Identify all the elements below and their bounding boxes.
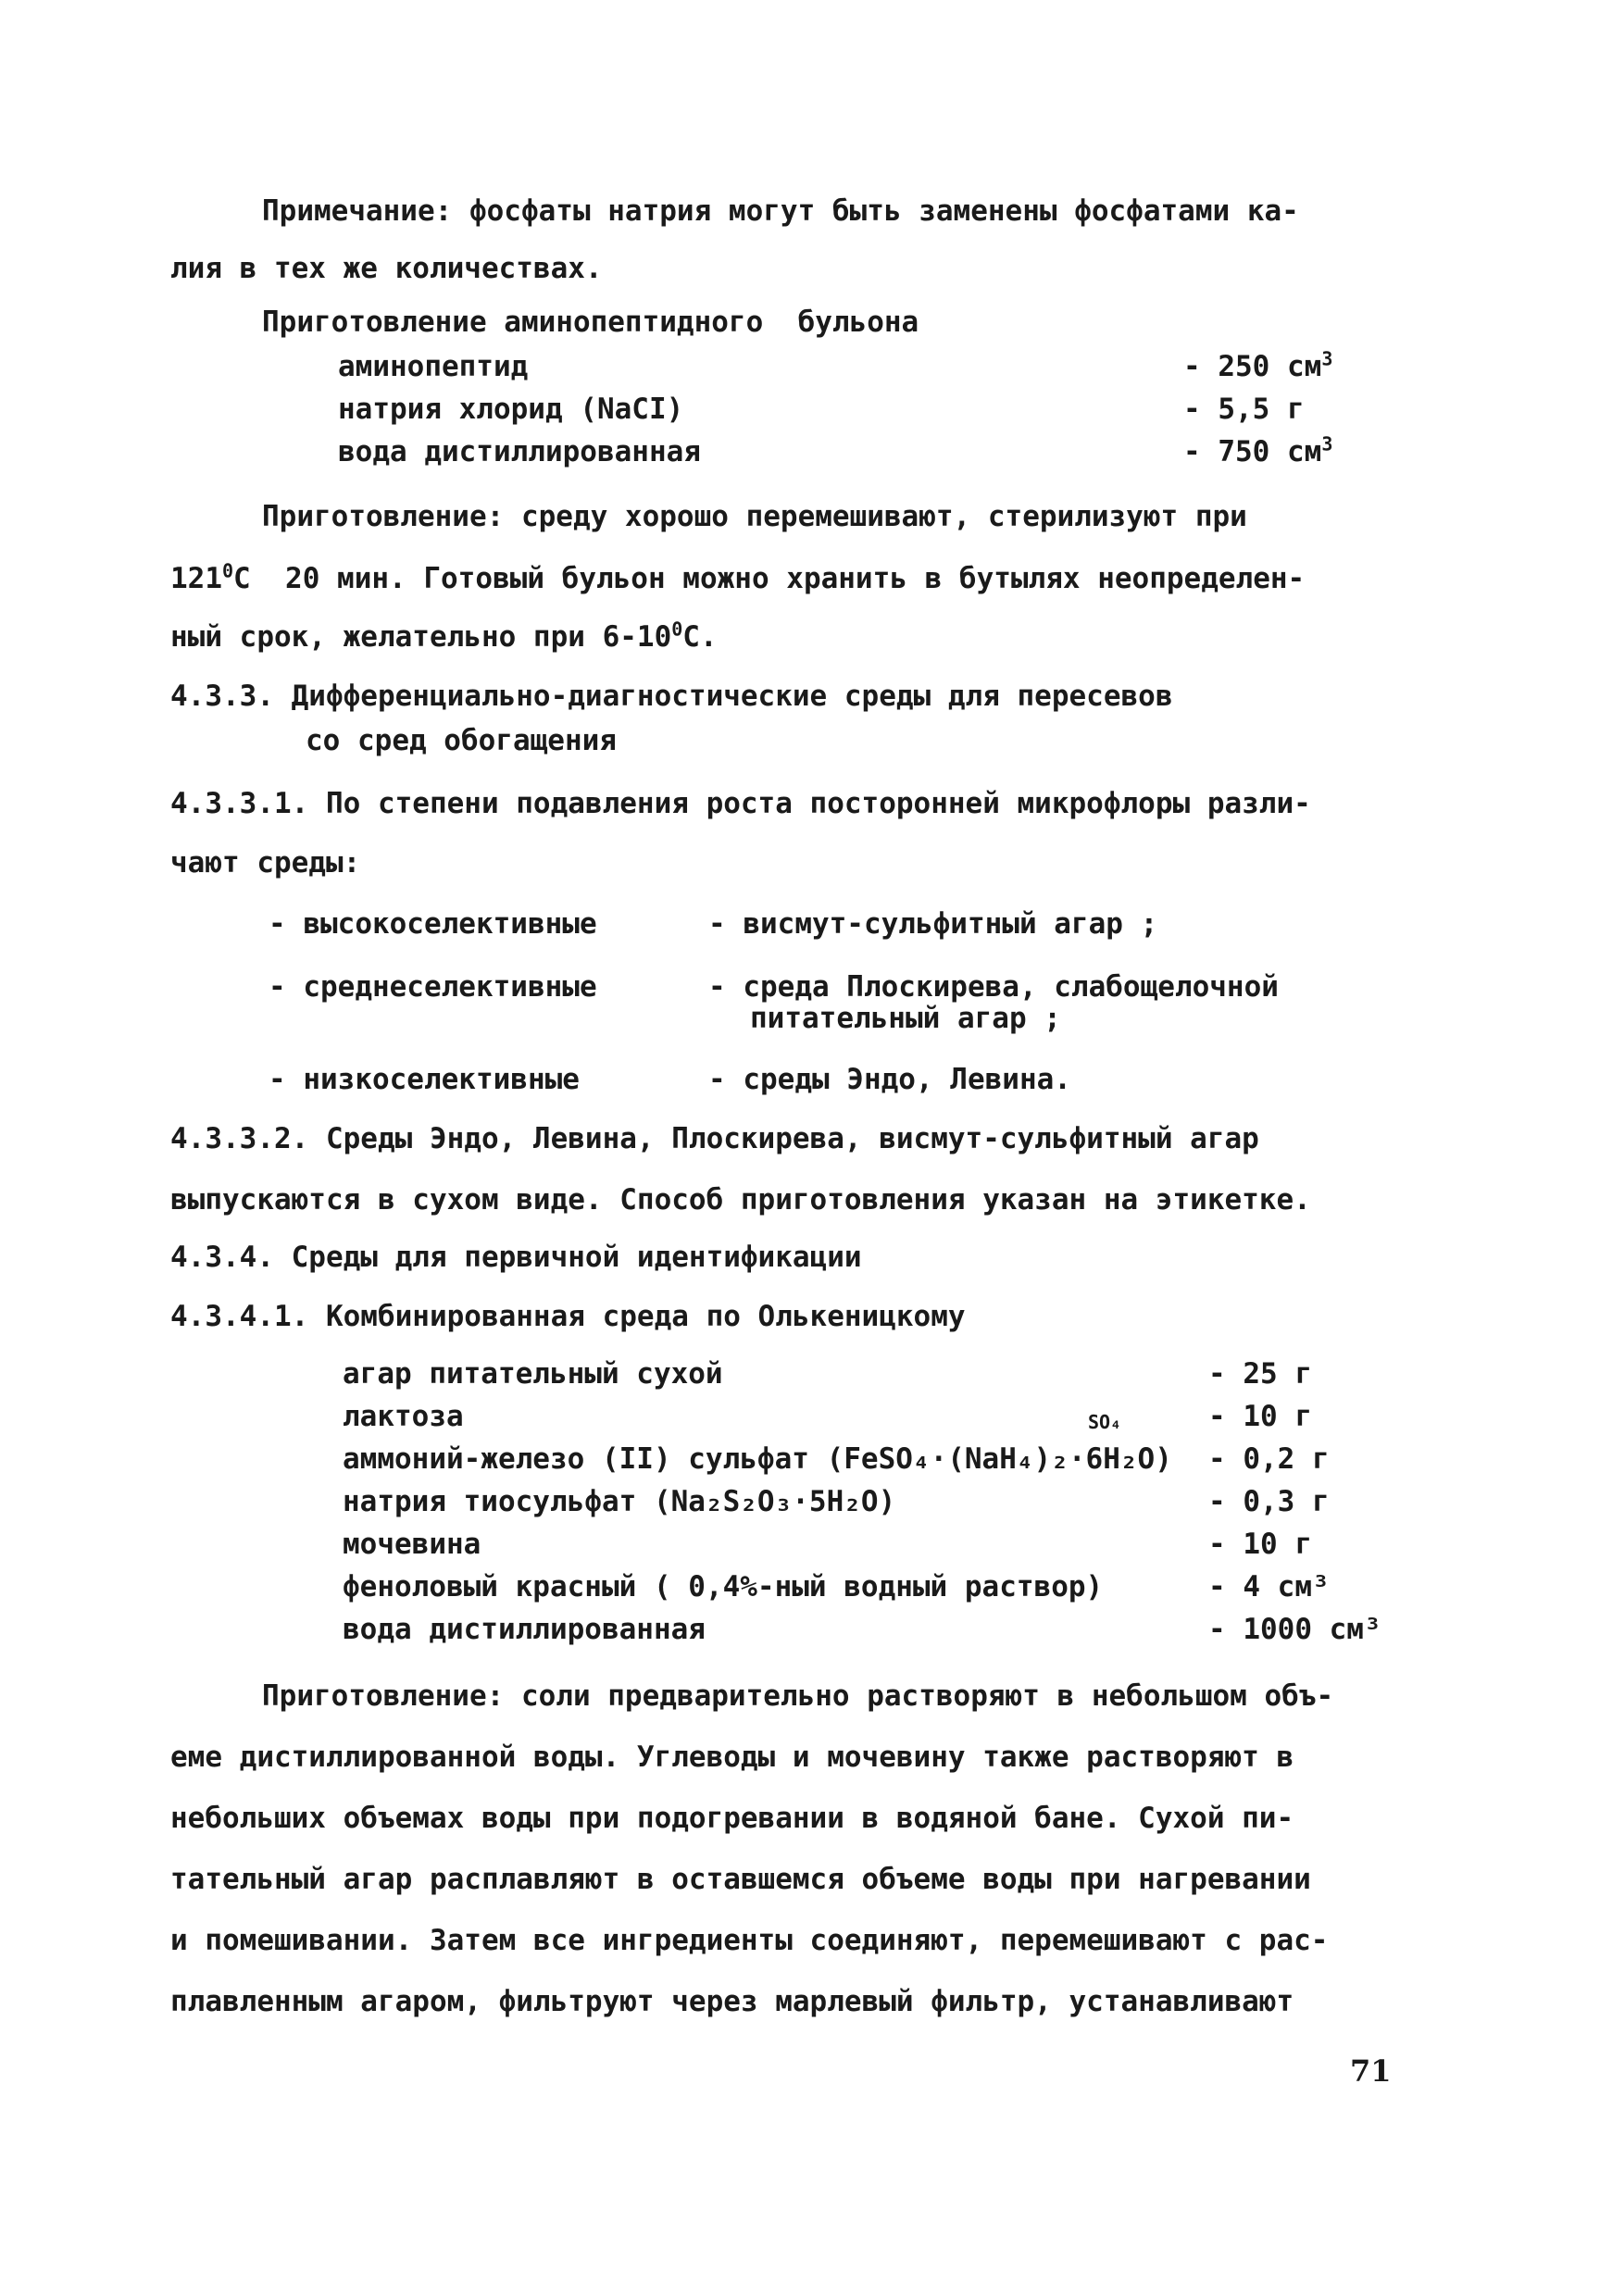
broth-ingredient-name: вода дистиллированная [338,435,701,468]
section-4-3-3-2-text-cont: выпускаются в сухом виде. Способ приготовления указан на этикетке. [170,1183,1311,1217]
section-4-3-3-heading: 4.3.3. Дифференциально-диагностические среды для пересевов [170,680,1173,713]
selectivity-desc: - среда Плоскирева, слабощелочной [708,970,1279,1004]
note-line-2: лия в тех же количествах. [170,252,603,285]
olkenitsky-ingredient-name: мочевина [343,1528,481,1561]
selectivity-desc: - висмут-сульфитный агар ; [708,907,1158,941]
broth-prep-line-3: ный срок, желательно при $6-10^0С$. [170,618,718,654]
page-number: 71 [1350,2053,1392,2089]
section-4-3-3-1-text-cont: чают среды: [170,846,361,880]
section-4-3-3-2-text: 4.3.3.2. Среды Эндо, Левина, Плоскирева, висмут-сульфитный агар [170,1122,1259,1155]
olkenitsky-ingredient-name: лактоза [343,1400,464,1433]
broth-ingredient-name: аминопептид [338,350,529,383]
olkenitsky-ingredient-name: феноловый красный ( 0,4%-ный водный раствор) [343,1570,1104,1603]
olkenitsky-ingredient-value: - 10 г [1208,1528,1312,1561]
section-4-3-3-1-text: 4.3.3.1. По степени подавления роста посторонней микрофлоры разли- [170,787,1311,820]
olkenitsky-ingredient-value: - 0,3 г [1208,1485,1330,1518]
olkenitsky-ingredient-value: - 10 г [1208,1400,1312,1433]
broth-heading: Приготовление аминопептидного бульона [262,306,919,339]
broth-ingredient-value: - 5,5 г [1183,393,1305,426]
olkenitsky-ingredient-value: - 4 см³ [1208,1570,1330,1603]
broth-ingredient-value: - 250 $см^3$ [1183,347,1333,383]
section-4-3-3-heading-cont: со сред обогащения [306,724,617,757]
broth-prep-line-1: Приготовление: среду хорошо перемешивают, стерилизуют при [262,500,1247,533]
olkenitsky-ingredient-name: натрия тиосульфат (Na₂S₂O₃·5H₂O) [343,1485,896,1518]
selectivity-desc-cont: питательный агар ; [750,1002,1061,1035]
olkenitsky-ingredient-name: агар питательный сухой [343,1357,723,1391]
selectivity-desc: - среды Эндо, Левина. [708,1063,1071,1096]
olkenitsky-ingredient-name: вода дистиллированная [343,1613,706,1646]
broth-ingredient-value: - 750 $см^3$ [1183,432,1333,468]
selectivity-label: - среднеселективные [269,970,597,1004]
olkenitsky-ingredient-value: - 0,2 г [1208,1442,1330,1476]
olkenitsky-prep-line: плавленным агаром, фильтруют через марлевый фильтр, устанавливают [170,1985,1294,2018]
olkenitsky-prep-line: тательный агар расплавляют в оставшемся объеме воды при нагревании [170,1863,1311,1896]
selectivity-label: - высокоселективные [269,907,597,941]
olkenitsky-prep-line: небольших объемах воды при подогревании в водяной бане. Сухой пи- [170,1802,1294,1835]
section-4-3-4-1-heading: 4.3.4.1. Комбинированная среда по Олькеницкому [170,1300,966,1333]
olkenitsky-prep-line: и помешивании. Затем все ингредиенты соединяют, перемешивают с рас- [170,1924,1329,1957]
olkenitsky-prep-line: еме дистиллированной воды. Углеводы и мочевину также растворяют в [170,1741,1294,1774]
section-4-3-4-heading: 4.3.4. Среды для первичной идентификации [170,1241,862,1274]
olkenitsky-ingredient-value: - 25 г [1208,1357,1312,1391]
note-line-1: Примечание: фосфаты натрия могут быть заменены фосфатами ка- [262,194,1299,228]
broth-prep-line-2: $121^0С$ 20 мин. Готовый бульон можно хранить в бутылях неопределен- [170,559,1306,595]
broth-ingredient-name: натрия хлорид (NaCI) [338,393,684,426]
handwritten-annotation: SO₄ [1088,1411,1122,1433]
selectivity-label: - низкоселективные [269,1063,580,1096]
olkenitsky-prep-line: Приготовление: соли предварительно растворяют в небольшом объ- [262,1679,1334,1713]
olkenitsky-ingredient-value: - 1000 см³ [1208,1613,1381,1646]
olkenitsky-ingredient-name: аммоний-железо (II) сульфат (FeSO₄·(NaH₄)₂·6H₂O) [343,1442,1172,1476]
